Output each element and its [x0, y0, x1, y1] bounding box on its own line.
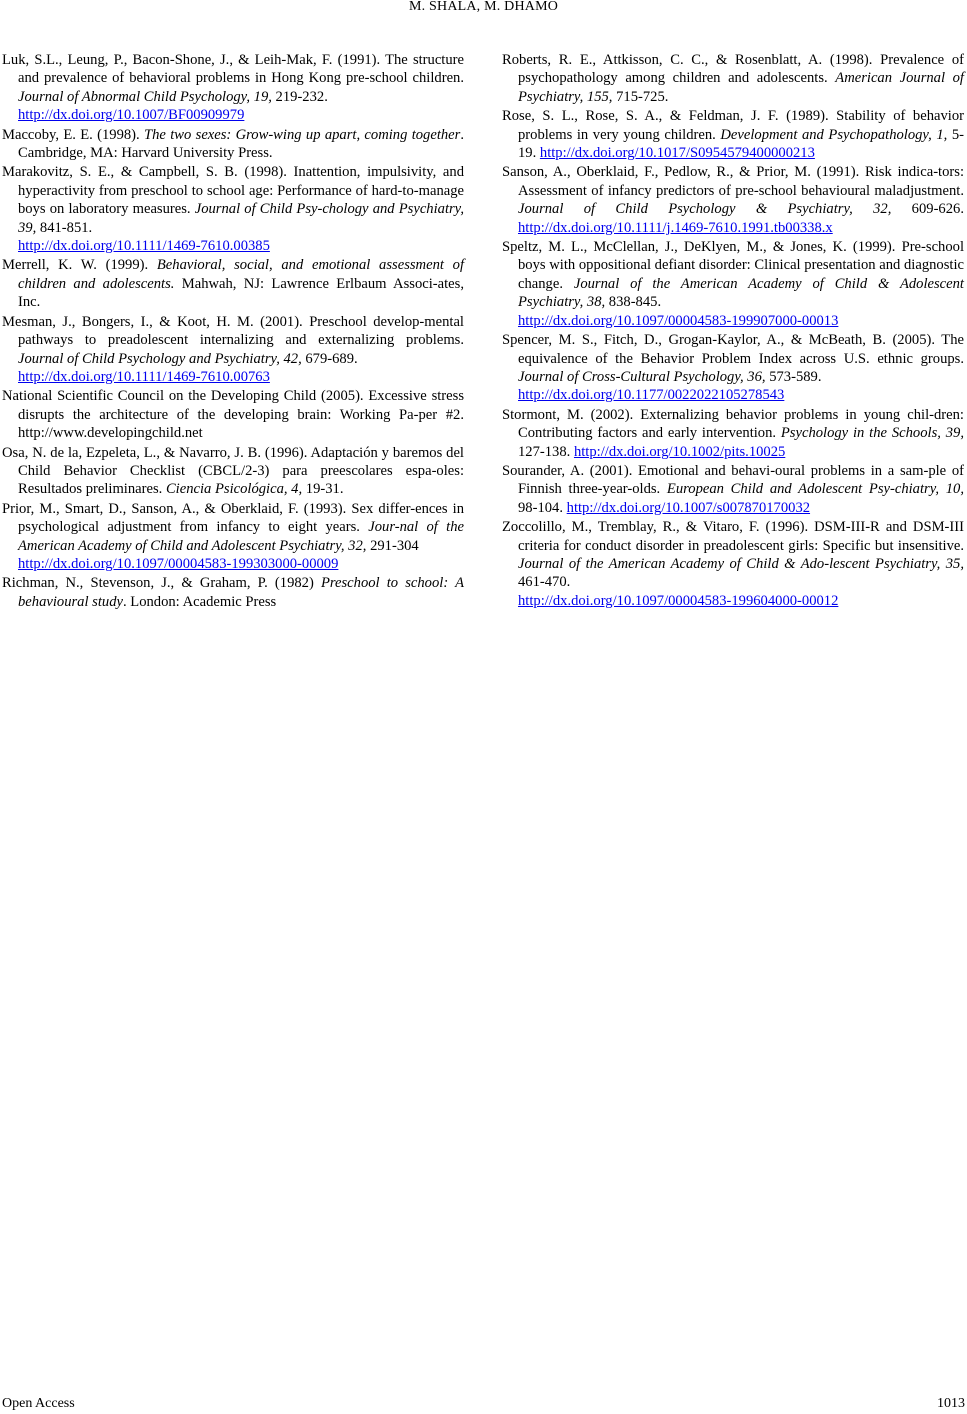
reference-source-title: Ciencia Psicológica, 4, [165, 481, 303, 498]
reference-source-title: Behavioral, social, and emotional assessment of children and adolescents. [18, 257, 464, 292]
reference-text: Roberts, R. E., Attkisson, C. C., & Rosenblatt, A. (1998). Prevalence of psychopathology among children and adolescents. [502, 52, 964, 87]
reference-text: Spencer, M. S., Fitch, D., Grogan-Kaylor, A., & McBeath, B. (2005). The equivalence of the Behavior Problem Index across U.S. ethnic groups. [502, 332, 964, 367]
doi-link[interactable]: http://dx.doi.org/10.1097/00004583-199303000-00009 [18, 555, 339, 572]
reference-source-title: Psychology in the Schools, 39, [780, 425, 964, 442]
reference-details: 841-851. [36, 219, 93, 236]
reference-entry [502, 462, 964, 517]
reference-source-title: American Journal of Psychiatry, 155, [518, 70, 964, 105]
reference-details: 609-626. [891, 201, 964, 218]
reference-entry [502, 238, 964, 330]
running-header: M. SHALA, M. DHAMO [408, 0, 559, 14]
reference-source-title: Journal of Child Psy-chology and Psychiatry, 39, [18, 201, 464, 236]
reference-entry [2, 313, 464, 387]
reference-details: 838-845. [605, 294, 662, 311]
reference-details: 573-589. [765, 368, 822, 385]
reference-text: Maccoby, E. E. (1998). [2, 126, 144, 143]
reference-entry [2, 500, 464, 574]
reference-entry [502, 51, 964, 106]
reference-text: Mesman, J., Bongers, I., & Koot, H. M. (2001). Preschool develop-mental pathways to preadolescent internalizing and externalizing problems. [2, 313, 464, 349]
reference-entry [2, 126, 464, 163]
reference-entry [502, 331, 964, 405]
reference-details: Mahwah, NJ: Lawrence Erlbaum Associ-ates, Inc. [18, 275, 464, 311]
reference-source-title: The two sexes: Grow-wing up apart, coming together [144, 126, 461, 143]
reference-source-title: Journal of Cross-Cultural Psychology, 36, [518, 368, 766, 385]
reference-text: Marakovitz, S. E., & Campbell, S. B. (1998). Inattention, impulsivity, and hyperactivity from preschool to school age: Performance of hard-to-manage boys on laboratory measures. [2, 164, 464, 218]
reference-source-title: Journal of Child Psychology and Psychiatry, 42, [18, 350, 302, 367]
reference-text: Speltz, M. L., McClellan, J., DeKlyen, M., & Jones, K. (1999). Pre-school boys with oppositional defiant disorder: Clinical presentation and diagnostic change. [502, 239, 964, 292]
reference-details: 5-19. [518, 126, 965, 162]
reference-details: 461-470. [518, 574, 571, 591]
doi-link[interactable]: http://dx.doi.org/10.1111/1469-7610.00763 [18, 368, 270, 385]
reference-details: 19-31. [302, 481, 344, 498]
reference-entry [502, 163, 964, 237]
reference-entry [2, 574, 464, 611]
reference-source-title: Preschool to school: A behavioural study [18, 575, 464, 610]
reference-column-left [2, 51, 464, 612]
reference-text: Stormont, M. (2002). Externalizing behavior problems in young chil-dren: Contributing factors and early intervention. [502, 406, 964, 442]
reference-entry [2, 256, 464, 311]
reference-source-title: Journal of the American Academy of Child & Ado-lescent Psychiatry, 35, [518, 555, 964, 572]
reference-details: 291-304 [366, 537, 419, 554]
reference-text: Osa, N. de la, Ezpeleta, L., & Navarro, J. B. (1996). Adaptación y baremos del Child Behavior Checklist (CBCL/2-3) para preescolares espa-oles: Resultados preliminares. [2, 444, 464, 498]
reference-entry [2, 444, 464, 499]
doi-link[interactable]: http://dx.doi.org/10.1007/s007870170032 [566, 499, 811, 516]
footer-journal-label: Open Access [2, 1396, 75, 1411]
reference-column-right [502, 51, 964, 611]
reference-entry [502, 406, 964, 461]
reference-details: 98-104. [518, 499, 567, 516]
doi-link[interactable]: http://dx.doi.org/10.1017/S0954579400000213 [539, 145, 815, 162]
reference-details: 127-138. [518, 443, 574, 460]
reference-details: 679-689. [301, 350, 358, 367]
reference-source-title: European Child and Adolescent Psy-chiatry, 10, [666, 481, 964, 498]
reference-text: Sanson, A., Oberklaid, F., Pedlow, R., & Prior, M. (1991). Risk indica-tors: Assessment of infancy predictors of pre-school behavioural maladjustment. [502, 164, 964, 199]
doi-link[interactable]: http://dx.doi.org/10.1097/00004583-199604000-00012 [518, 592, 839, 609]
reference-text: Zoccolillo, M., Tremblay, R., & Vitaro, F. (1996). DSM-III-R and DSM-III criteria for conduct disorder in preadolescent girls: Specific but insensitive. [502, 519, 964, 554]
reference-entry [502, 518, 964, 610]
reference-text: Luk, S.L., Leung, P., Bacon-Shone, J., & Leih-Mak, F. (1991). The structure and prevalence of behavioral problems in Hong Kong pre-school children. [2, 52, 464, 87]
doi-link[interactable]: http://dx.doi.org/10.1007/BF00909979 [18, 107, 245, 124]
reference-text: Merrell, K. W. (1999). [2, 257, 157, 274]
doi-link[interactable]: http://dx.doi.org/10.1111/j.1469-7610.1991.tb00338.x [518, 219, 833, 236]
reference-entry [2, 163, 464, 255]
reference-details: 219-232. [271, 88, 328, 105]
reference-source-title: Development and Psychopathology, 1, [720, 126, 948, 143]
reference-text: National Scientific Council on the Developing Child (2005). Excessive stress disrupts the architecture of the developing brain: Working Pa-per #2. http://www.developingchild.net [2, 388, 464, 442]
reference-text: Richman, N., Stevenson, J., & Graham, P. (1982) [2, 575, 321, 592]
reference-text: Rose, S. L., Rose, S. A., & Feldman, J. F. (1989). Stability of behavior problems in very young children. [502, 108, 964, 143]
reference-text: Sourander, A. (2001). Emotional and behavi-oural problems in a sam-ple of Finnish three-year-olds. [502, 462, 964, 498]
reference-source-title: Journal of the American Academy of Child & Adolescent Psychiatry, 38, [518, 275, 964, 311]
reference-entry [2, 387, 464, 442]
reference-details: . London: Academic Press [122, 593, 277, 610]
reference-source-title: Journal of Child Psychology & Psychiatry, 32, [518, 201, 892, 218]
doi-link[interactable]: http://dx.doi.org/10.1177/0022022105278543 [518, 387, 785, 404]
reference-source-title: Jour-nal of the American Academy of Child and Adolescent Psychiatry, 32, [18, 519, 464, 554]
reference-details: 715-725. [612, 88, 669, 105]
reference-entry [502, 107, 964, 162]
reference-details: . Cambridge, MA: Harvard University Press. [18, 126, 464, 162]
reference-text: Prior, M., Smart, D., Sanson, A., & Oberklaid, F. (1993). Sex differ-ences in psychological adjustment from infancy to eight years. [2, 500, 464, 536]
doi-link[interactable]: http://dx.doi.org/10.1002/pits.10025 [573, 443, 786, 460]
doi-link[interactable]: http://dx.doi.org/10.1097/00004583-199907000-00013 [518, 312, 839, 329]
reference-source-title: Journal of Abnormal Child Psychology, 19, [18, 88, 272, 105]
doi-link[interactable]: http://dx.doi.org/10.1111/1469-7610.00385 [18, 238, 270, 255]
reference-entry [2, 51, 464, 125]
page-number: 1013 [937, 1396, 965, 1411]
